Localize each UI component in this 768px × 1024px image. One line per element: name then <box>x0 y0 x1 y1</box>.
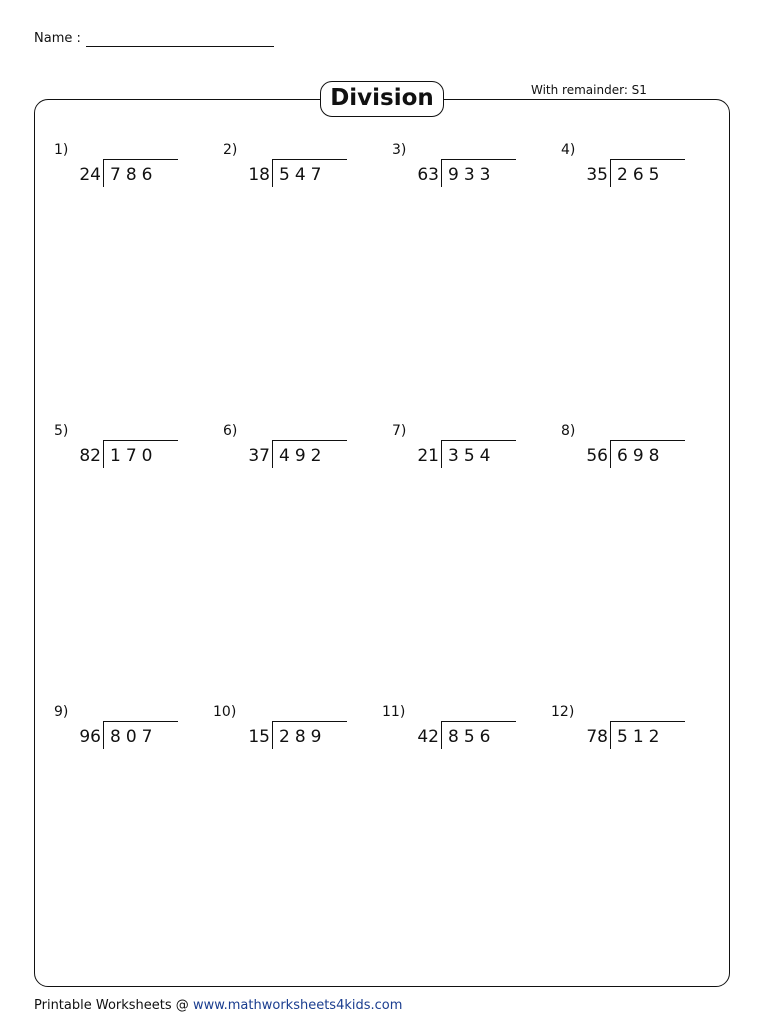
dividend: 265 <box>617 165 665 185</box>
problem-1 <box>54 141 204 211</box>
problem-10 <box>213 703 373 773</box>
problem-9 <box>54 703 204 773</box>
footer-website-link[interactable]: www.mathworksheets4kids.com <box>192 998 403 1013</box>
problem-number: 3) <box>392 142 407 158</box>
problem-number: 6) <box>223 423 238 439</box>
problem-number: 12) <box>551 704 575 720</box>
divisor: 96 <box>79 727 101 747</box>
divisor: 78 <box>586 727 608 747</box>
dividend: 807 <box>110 727 158 747</box>
problem-3 <box>392 141 542 211</box>
name-input-line[interactable] <box>86 46 274 47</box>
problem-number: 4) <box>561 142 576 158</box>
footer <box>34 997 402 1015</box>
problem-7 <box>392 422 542 492</box>
dividend: 856 <box>448 727 496 747</box>
dividend: 492 <box>279 446 327 466</box>
dividend: 547 <box>279 165 327 185</box>
divisor: 24 <box>79 165 101 185</box>
divisor: 37 <box>248 446 270 466</box>
divisor: 21 <box>417 446 439 466</box>
problem-5 <box>54 422 204 492</box>
divisor: 56 <box>586 446 608 466</box>
dividend: 698 <box>617 446 665 466</box>
dividend: 512 <box>617 727 665 747</box>
problem-number: 10) <box>213 704 237 720</box>
worksheet-subtitle: With remainder: S1 <box>531 83 647 97</box>
divisor: 35 <box>586 165 608 185</box>
problem-8 <box>561 422 711 492</box>
divisor: 63 <box>417 165 439 185</box>
problem-6 <box>223 422 373 492</box>
problem-number: 9) <box>54 704 69 720</box>
dividend: 786 <box>110 165 158 185</box>
problem-12 <box>551 703 711 773</box>
dividend: 354 <box>448 446 496 466</box>
divisor: 15 <box>248 727 270 747</box>
name-label: Name : <box>34 31 81 46</box>
divisor: 18 <box>248 165 270 185</box>
problem-4 <box>561 141 711 211</box>
divisor: 42 <box>417 727 439 747</box>
dividend: 289 <box>279 727 327 747</box>
dividend: 170 <box>110 446 158 466</box>
problem-number: 7) <box>392 423 407 439</box>
footer-prefix: Printable Worksheets @ <box>34 998 193 1013</box>
problem-number: 11) <box>382 704 406 720</box>
divisor: 82 <box>79 446 101 466</box>
problem-number: 8) <box>561 423 576 439</box>
problem-number: 2) <box>223 142 238 158</box>
problem-2 <box>223 141 373 211</box>
dividend: 933 <box>448 165 496 185</box>
problem-number: 1) <box>54 142 69 158</box>
problem-11 <box>382 703 542 773</box>
problem-number: 5) <box>54 423 69 439</box>
worksheet-title: Division <box>320 81 444 117</box>
worksheet-frame <box>34 99 730 987</box>
